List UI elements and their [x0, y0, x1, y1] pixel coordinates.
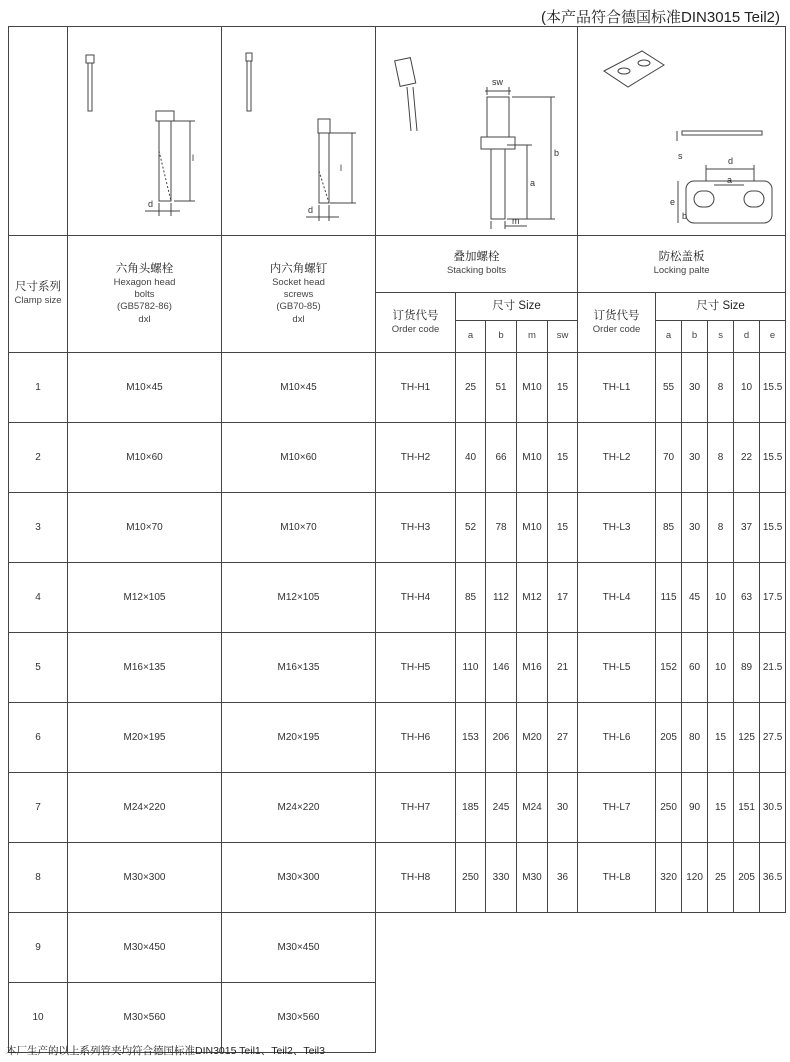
header-en: Hexagon head	[113, 276, 176, 288]
header-cn: 防松盖板	[658, 251, 705, 264]
hexagon-bolt-cell: M16×135	[68, 633, 222, 703]
empty-cell	[376, 913, 786, 1053]
lock-order-code-cell: TH-L3	[578, 493, 656, 563]
col-e: e	[760, 321, 786, 353]
stack-order-code-cell: TH-H4	[376, 563, 456, 633]
stack-order-code-cell: TH-H2	[376, 423, 456, 493]
lock-size-cell: 30.5	[760, 773, 786, 843]
socket-screw-cell: M16×135	[222, 633, 376, 703]
label-d: d	[727, 156, 733, 166]
stack-size-cell: M10	[517, 353, 548, 423]
stack-size-cell: M12	[517, 563, 548, 633]
lock-size-cell: 30	[682, 353, 708, 423]
stack-size-cell: 146	[486, 633, 517, 703]
header-dim: dxl	[292, 313, 305, 325]
stack-size-cell: M10	[517, 423, 548, 493]
header-cn: 尺寸系列	[15, 281, 61, 294]
table-row	[9, 353, 786, 423]
stack-size-cell: 78	[486, 493, 517, 563]
stack-size-cell: M16	[517, 633, 548, 703]
label-m: m	[511, 216, 520, 226]
lock-size-cell: 22	[734, 423, 760, 493]
hexagon-bolt-cell: M20×195	[68, 703, 222, 773]
header-cn: 内六角螺钉	[269, 262, 328, 275]
header-en: Locking palte	[653, 265, 710, 277]
hexagon-bolt-cell: M10×60	[68, 423, 222, 493]
label-s: s	[677, 151, 683, 161]
lock-size-cell: 15	[708, 703, 734, 773]
stacking-bolt-drawing	[376, 27, 578, 236]
header-cn: 订货代号	[392, 309, 439, 322]
header-en: Stacking bolts	[446, 265, 507, 277]
stack-order-code-cell: TH-H3	[376, 493, 456, 563]
lock-size-cell: 85	[656, 493, 682, 563]
socket-screw-cell: M10×70	[222, 493, 376, 563]
clamp-size-cell: 3	[9, 493, 68, 563]
col-d: d	[734, 321, 760, 353]
stack-size-cell: 51	[486, 353, 517, 423]
hexagon-bolt-cell: M30×560	[68, 983, 222, 1053]
table-row	[9, 703, 786, 773]
lock-size-cell: 25	[708, 843, 734, 913]
clamp-size-cell: 9	[9, 913, 68, 983]
lock-size-cell: 90	[682, 773, 708, 843]
lock-order-code-cell: TH-L4	[578, 563, 656, 633]
lock-size-cell: 37	[734, 493, 760, 563]
lock-size-cell: 320	[656, 843, 682, 913]
lock-order-code-cell: TH-L5	[578, 633, 656, 703]
stack-size-cell: 112	[486, 563, 517, 633]
header-clamp-size	[9, 236, 68, 353]
header-cn: 叠加螺栓	[453, 251, 500, 264]
table-row	[9, 423, 786, 493]
lock-order-code-cell: TH-L8	[578, 843, 656, 913]
lock-size-cell: 10	[734, 353, 760, 423]
socket-screw-cell: M30×300	[222, 843, 376, 913]
standard-note: (本产品符合德国标准DIN3015 Teil2)	[541, 9, 780, 26]
label-l: l	[191, 153, 194, 163]
clamp-size-cell: 5	[9, 633, 68, 703]
label-b: b	[681, 211, 687, 221]
lock-size-cell: 89	[734, 633, 760, 703]
socket-screw-cell: M12×105	[222, 563, 376, 633]
header-stacking-bolts	[376, 236, 578, 293]
clamp-size-cell: 7	[9, 773, 68, 843]
lock-size-cell: 21.5	[760, 633, 786, 703]
lock-size-cell: 115	[656, 563, 682, 633]
stack-size-cell: 153	[456, 703, 486, 773]
stack-order-code-cell: TH-H1	[376, 353, 456, 423]
header-locking-plate	[578, 236, 786, 293]
lock-order-code-cell: TH-L6	[578, 703, 656, 773]
table-row	[9, 913, 786, 983]
label-b: b	[553, 148, 559, 158]
stack-size-cell: 52	[456, 493, 486, 563]
lock-size-cell: 36.5	[760, 843, 786, 913]
col-sw: sw	[548, 321, 578, 353]
stack-size-cell: 110	[456, 633, 486, 703]
stack-size-cell: 15	[548, 423, 578, 493]
clamp-accessories-table	[8, 26, 786, 1053]
table-row	[9, 843, 786, 913]
socket-screw-drawing	[222, 27, 376, 236]
label-a: a	[726, 175, 732, 185]
label-d: d	[147, 199, 153, 209]
lock-size-cell: 8	[708, 353, 734, 423]
clamp-size-cell: 1	[9, 353, 68, 423]
lock-size-cell: 70	[656, 423, 682, 493]
col-b: b	[486, 321, 517, 353]
label-sw: sw	[491, 77, 503, 87]
hexagon-bolt-cell: M30×300	[68, 843, 222, 913]
lock-size-cell: 250	[656, 773, 682, 843]
stack-size-cell: 27	[548, 703, 578, 773]
stack-size-cell: 25	[456, 353, 486, 423]
stack-size-cell: 250	[456, 843, 486, 913]
col-a: a	[456, 321, 486, 353]
stack-size-cell: M24	[517, 773, 548, 843]
header-hexagon-bolts	[68, 236, 222, 353]
locking-plate-drawing	[578, 27, 786, 236]
clamp-size-cell: 6	[9, 703, 68, 773]
stack-size-cell: M20	[517, 703, 548, 773]
header-en: Order code	[391, 323, 440, 335]
header-standard: (GB5782-86)	[117, 301, 172, 313]
lock-size-cell: 17.5	[760, 563, 786, 633]
lock-order-code-cell: TH-L1	[578, 353, 656, 423]
clamp-size-cell: 4	[9, 563, 68, 633]
stack-size-cell: 245	[486, 773, 517, 843]
stack-order-code-cell: TH-H5	[376, 633, 456, 703]
lock-size-cell: 125	[734, 703, 760, 773]
hexagon-bolt-cell: M10×70	[68, 493, 222, 563]
lock-size-cell: 80	[682, 703, 708, 773]
lock-order-code-cell: TH-L7	[578, 773, 656, 843]
label-a: a	[529, 178, 535, 188]
lock-size-cell: 30	[682, 423, 708, 493]
header-stack-size: 尺寸 Size	[456, 293, 578, 321]
stack-size-cell: 21	[548, 633, 578, 703]
lock-size-cell: 205	[656, 703, 682, 773]
lock-size-cell: 15.5	[760, 353, 786, 423]
label-d: d	[307, 205, 313, 215]
hexagon-bolt-cell: M30×450	[68, 913, 222, 983]
stack-size-cell: M10	[517, 493, 548, 563]
lock-size-cell: 10	[708, 563, 734, 633]
stack-order-code-cell: TH-H6	[376, 703, 456, 773]
table-row	[9, 563, 786, 633]
header-cn: 六角头螺栓	[115, 262, 174, 275]
header-en: Socket head	[272, 276, 325, 288]
stack-size-cell: 15	[548, 353, 578, 423]
stack-size-cell: 36	[548, 843, 578, 913]
socket-screw-cell: M30×450	[222, 913, 376, 983]
header-dim: dxl	[138, 313, 151, 325]
lock-size-cell: 63	[734, 563, 760, 633]
stack-size-cell: M30	[517, 843, 548, 913]
header-cn: 订货代号	[593, 309, 640, 322]
header-en: screws	[283, 289, 314, 301]
lock-size-cell: 15.5	[760, 423, 786, 493]
socket-screw-cell: M30×560	[222, 983, 376, 1053]
stack-order-code-cell: TH-H7	[376, 773, 456, 843]
col-s: s	[708, 321, 734, 353]
stack-size-cell: 85	[456, 563, 486, 633]
header-en: Clamp size	[14, 295, 62, 307]
col-a: a	[656, 321, 682, 353]
header-standard: (GB70-85)	[276, 301, 321, 313]
clamp-size-cell: 8	[9, 843, 68, 913]
header-stack-order-code	[376, 293, 456, 353]
hexagon-bolt-cell: M12×105	[68, 563, 222, 633]
lock-size-cell: 55	[656, 353, 682, 423]
lock-size-cell: 152	[656, 633, 682, 703]
lock-size-cell: 10	[708, 633, 734, 703]
col-m: m	[517, 321, 548, 353]
lock-size-cell: 45	[682, 563, 708, 633]
stack-size-cell: 40	[456, 423, 486, 493]
lock-size-cell: 120	[682, 843, 708, 913]
lock-size-cell: 8	[708, 423, 734, 493]
lock-size-cell: 151	[734, 773, 760, 843]
stack-size-cell: 206	[486, 703, 517, 773]
stack-size-cell: 17	[548, 563, 578, 633]
table-row	[9, 493, 786, 563]
lock-size-cell: 30	[682, 493, 708, 563]
clamp-size-cell: 2	[9, 423, 68, 493]
hexagon-bolt-drawing	[68, 27, 222, 236]
socket-screw-cell: M10×60	[222, 423, 376, 493]
lock-size-cell: 15.5	[760, 493, 786, 563]
lock-size-cell: 15	[708, 773, 734, 843]
stack-size-cell: 330	[486, 843, 517, 913]
lock-size-cell: 8	[708, 493, 734, 563]
header-socket-screws	[222, 236, 376, 353]
label-l: l	[339, 163, 342, 173]
socket-screw-cell: M24×220	[222, 773, 376, 843]
label-e: e	[669, 197, 675, 207]
hexagon-bolt-cell: M24×220	[68, 773, 222, 843]
lock-size-cell: 60	[682, 633, 708, 703]
footer-note: 本厂生产的以上系列管夹均符合德国标准DIN3015 Teil1、Teil2、Teil3	[6, 1045, 325, 1057]
stack-size-cell: 185	[456, 773, 486, 843]
header-lock-size: 尺寸 Size	[656, 293, 786, 321]
lock-size-cell: 27.5	[760, 703, 786, 773]
socket-screw-cell: M10×45	[222, 353, 376, 423]
hexagon-bolt-cell: M10×45	[68, 353, 222, 423]
socket-screw-cell: M20×195	[222, 703, 376, 773]
col-b: b	[682, 321, 708, 353]
lock-order-code-cell: TH-L2	[578, 423, 656, 493]
header-lock-order-code	[578, 293, 656, 353]
stack-size-cell: 66	[486, 423, 517, 493]
table-row	[9, 633, 786, 703]
lock-size-cell: 205	[734, 843, 760, 913]
stack-order-code-cell: TH-H8	[376, 843, 456, 913]
header-en: Order code	[592, 323, 641, 335]
empty-corner	[9, 27, 68, 236]
stack-size-cell: 30	[548, 773, 578, 843]
header-en: bolts	[134, 289, 155, 301]
stack-size-cell: 15	[548, 493, 578, 563]
clamp-size-cell: 10	[9, 983, 68, 1053]
table-row	[9, 773, 786, 843]
